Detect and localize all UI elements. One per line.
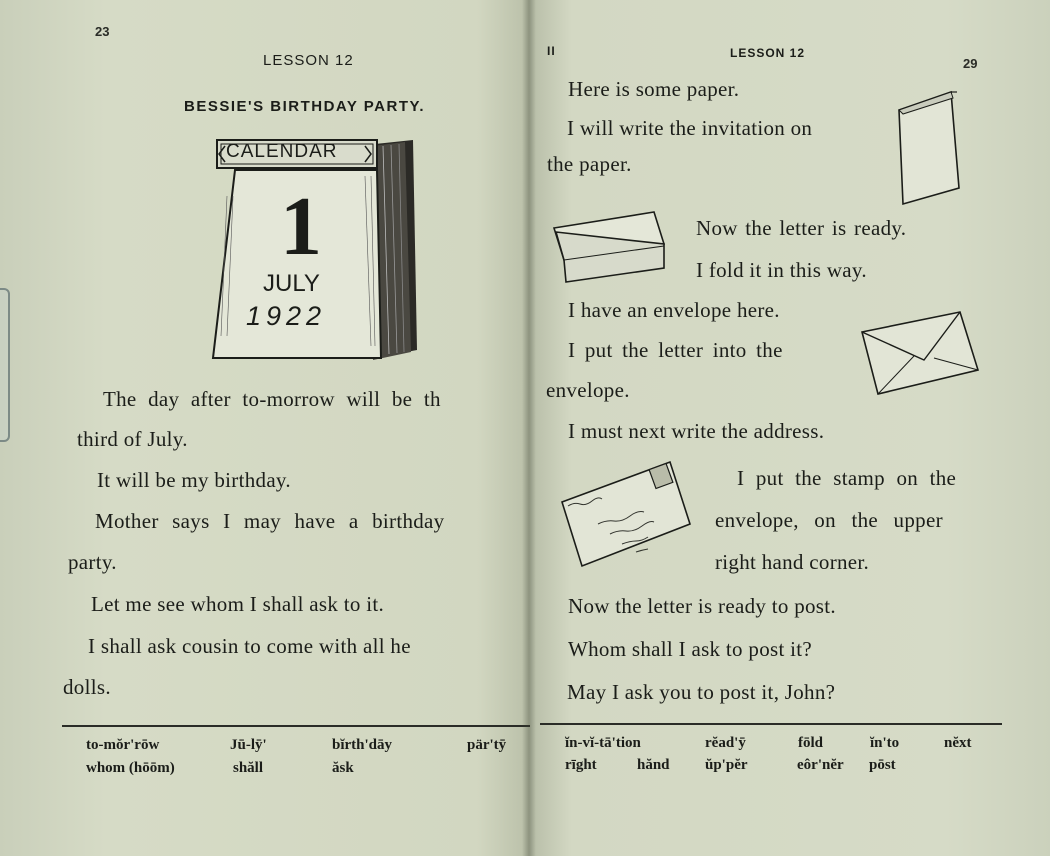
text-line: envelope, on the upper <box>715 508 943 532</box>
text-line: I will write the invitation on <box>567 116 813 140</box>
text-line: It will be my birthday. <box>97 468 291 492</box>
vocab-word: shăll <box>233 760 264 776</box>
left-page-number: 23 <box>95 24 110 39</box>
text-line: party. <box>68 550 117 574</box>
text-line: Mother says I may have a birthday <box>95 509 445 533</box>
text-line: I put the stamp on the <box>737 466 957 490</box>
corner-mark: II <box>547 44 556 58</box>
vocab-word: nĕxt <box>944 735 972 751</box>
text-line: I put the letter into the <box>568 338 783 362</box>
calendar-month: JULY <box>263 270 320 297</box>
addressed-envelope-illustration <box>558 458 698 573</box>
text-line: envelope. <box>546 378 630 402</box>
vocab-word: bĭrth'dāy <box>332 737 393 753</box>
text-line: right hand corner. <box>715 550 870 574</box>
lesson-title: BESSIE'S BIRTHDAY PARTY. <box>184 98 426 115</box>
calendar-year: 1922 <box>246 301 327 331</box>
vocab-word: pär'tȳ <box>467 737 507 753</box>
vocab-word: ĭn'to <box>870 735 900 751</box>
vocab-word: rīght <box>565 757 597 773</box>
vocab-word: eôr'nĕr <box>797 757 844 773</box>
vocab-word: ĭn-vĭ-tā'tion <box>565 735 641 751</box>
text-line: the paper. <box>547 152 632 176</box>
text-line: I shall ask cousin to come with all he <box>88 634 411 658</box>
vocab-word: fōld <box>798 735 824 751</box>
text-line: May I ask you to post it, John? <box>567 680 836 704</box>
vocab-word: whom (hōōm) <box>86 760 175 776</box>
vocab-word: ŭp'pĕr <box>705 757 748 773</box>
text-line: Let me see whom I shall ask to it. <box>91 592 385 616</box>
text-line: Now the letter is ready to post. <box>568 594 836 618</box>
left-lesson-header: LESSON 12 <box>263 52 354 69</box>
text-line: dolls. <box>63 675 111 699</box>
folded-letter-illustration <box>550 208 670 288</box>
text-line: Here is some paper. <box>568 77 740 101</box>
vocab-word: ăsk <box>332 760 354 776</box>
right-lesson-header: LESSON 12 <box>730 46 806 60</box>
text-line: Whom shall I ask to post it? <box>568 637 813 661</box>
vocab-word: pōst <box>869 757 896 773</box>
page-clip <box>0 288 10 442</box>
calendar-label: CALENDAR <box>226 141 338 162</box>
vocab-divider <box>540 723 1002 725</box>
right-page-number: 29 <box>963 56 978 71</box>
vocab-word: rĕad'ȳ <box>705 735 746 751</box>
text-line: I fold it in this way. <box>696 258 867 282</box>
calendar-day: 1 <box>280 180 322 273</box>
book-spine <box>522 0 536 856</box>
text-line: I must next write the address. <box>568 419 825 443</box>
vocab-divider <box>62 725 530 727</box>
text-line: Now the letter is ready. <box>696 216 907 240</box>
text-line: The day after to-morrow will be th <box>103 387 441 411</box>
paper-illustration <box>895 88 965 208</box>
vocab-word: to-mŏr'rōw <box>86 737 160 753</box>
text-line: I have an envelope here. <box>568 298 780 322</box>
vocab-word: Jū-lȳ' <box>230 737 267 753</box>
envelope-illustration <box>858 308 983 398</box>
text-line: third of July. <box>77 427 188 451</box>
right-page <box>530 0 1050 856</box>
vocab-word: hănd <box>637 757 670 773</box>
